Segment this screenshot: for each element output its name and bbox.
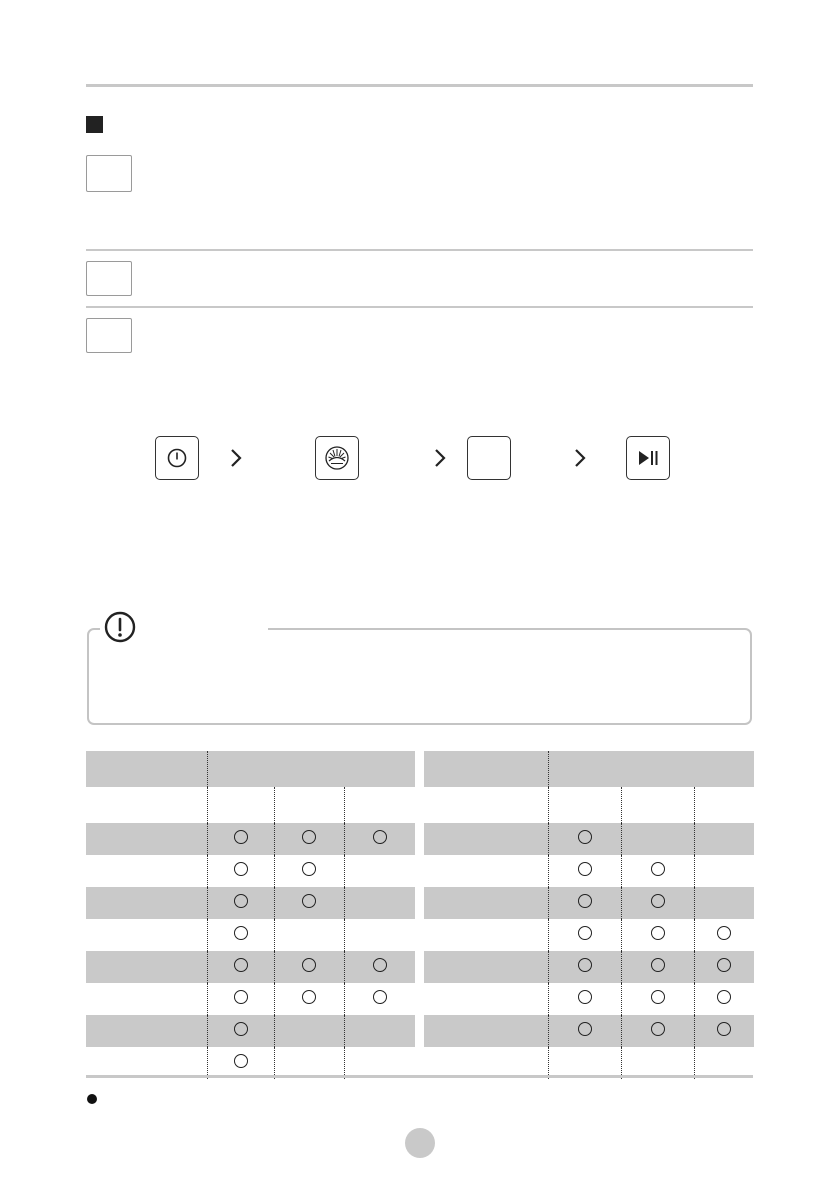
chevron-right-icon — [228, 444, 244, 472]
options-header — [548, 751, 754, 787]
option-available-mark — [234, 990, 248, 1004]
option-available-mark — [651, 990, 665, 1004]
key-box-1 — [86, 155, 132, 192]
option-available-mark — [651, 1022, 665, 1036]
chevron-right-icon — [572, 444, 588, 472]
option-available-mark — [373, 830, 387, 844]
program-name — [424, 983, 548, 1015]
program-name — [86, 919, 207, 951]
program-name — [424, 823, 548, 855]
option-available-mark — [578, 1022, 592, 1036]
start-pause-button[interactable] — [626, 436, 670, 480]
key-box-2 — [86, 261, 132, 296]
option-available-mark — [234, 958, 248, 972]
option-available-mark — [234, 862, 248, 876]
program-name — [424, 951, 548, 983]
table-row — [424, 951, 754, 983]
table-bottom-rule — [86, 1075, 753, 1078]
option-available-mark — [717, 926, 731, 940]
program-name — [424, 887, 548, 919]
option-available-mark — [717, 958, 731, 972]
option-available-mark — [234, 1054, 248, 1068]
options-header — [207, 751, 415, 787]
option-available-mark — [717, 990, 731, 1004]
program-header — [86, 751, 207, 787]
option-available-mark — [302, 830, 316, 844]
table-row — [424, 1015, 754, 1047]
option-available-mark — [651, 958, 665, 972]
program-name — [86, 855, 207, 887]
chevron-right-icon — [432, 444, 448, 472]
table-row — [424, 919, 754, 951]
option-available-mark — [717, 1022, 731, 1036]
program-dial-icon — [323, 444, 351, 472]
power-icon — [166, 447, 188, 469]
option-available-mark — [651, 926, 665, 940]
option-available-mark — [651, 862, 665, 876]
option-available-mark — [651, 894, 665, 908]
table-row — [86, 951, 415, 983]
start-pause-icon — [636, 448, 660, 468]
option-button[interactable] — [467, 436, 511, 480]
program-name — [86, 983, 207, 1015]
program-name — [86, 1015, 207, 1047]
option-available-mark — [302, 958, 316, 972]
option-available-mark — [578, 894, 592, 908]
program-name — [86, 887, 207, 919]
exclamation-icon — [103, 610, 137, 644]
option-available-mark — [578, 862, 592, 876]
table-row — [86, 823, 415, 855]
power-button[interactable] — [155, 436, 199, 480]
bullet-icon — [87, 1094, 97, 1104]
option-available-mark — [234, 1022, 248, 1036]
divider-2 — [86, 306, 753, 308]
program-name — [424, 855, 548, 887]
table-row — [424, 823, 754, 855]
table-row — [86, 983, 415, 1015]
page-number-badge — [405, 1128, 435, 1158]
key-box-3 — [86, 318, 132, 353]
option-available-mark — [302, 990, 316, 1004]
option-available-mark — [234, 894, 248, 908]
option-available-mark — [234, 830, 248, 844]
option-available-mark — [373, 958, 387, 972]
option-available-mark — [578, 990, 592, 1004]
program-header — [424, 751, 548, 787]
options-table-right — [424, 751, 754, 1079]
top-rule — [86, 84, 753, 87]
note-box — [87, 628, 752, 725]
program-name — [86, 823, 207, 855]
option-available-mark — [373, 990, 387, 1004]
table-row — [86, 887, 415, 919]
divider-1 — [86, 249, 753, 251]
table-row — [86, 1015, 415, 1047]
table-row — [86, 919, 415, 951]
table-row — [424, 855, 754, 887]
program-name — [424, 919, 548, 951]
options-table-left — [86, 751, 415, 1079]
program-name — [424, 1015, 548, 1047]
option-available-mark — [578, 926, 592, 940]
table-row — [424, 983, 754, 1015]
section-square-icon — [86, 116, 103, 133]
table-row — [86, 855, 415, 887]
option-available-mark — [302, 894, 316, 908]
program-name — [86, 951, 207, 983]
option-available-mark — [578, 958, 592, 972]
table-row — [424, 887, 754, 919]
program-dial-button[interactable] — [315, 436, 359, 480]
option-available-mark — [302, 862, 316, 876]
option-available-mark — [234, 926, 248, 940]
option-available-mark — [578, 830, 592, 844]
